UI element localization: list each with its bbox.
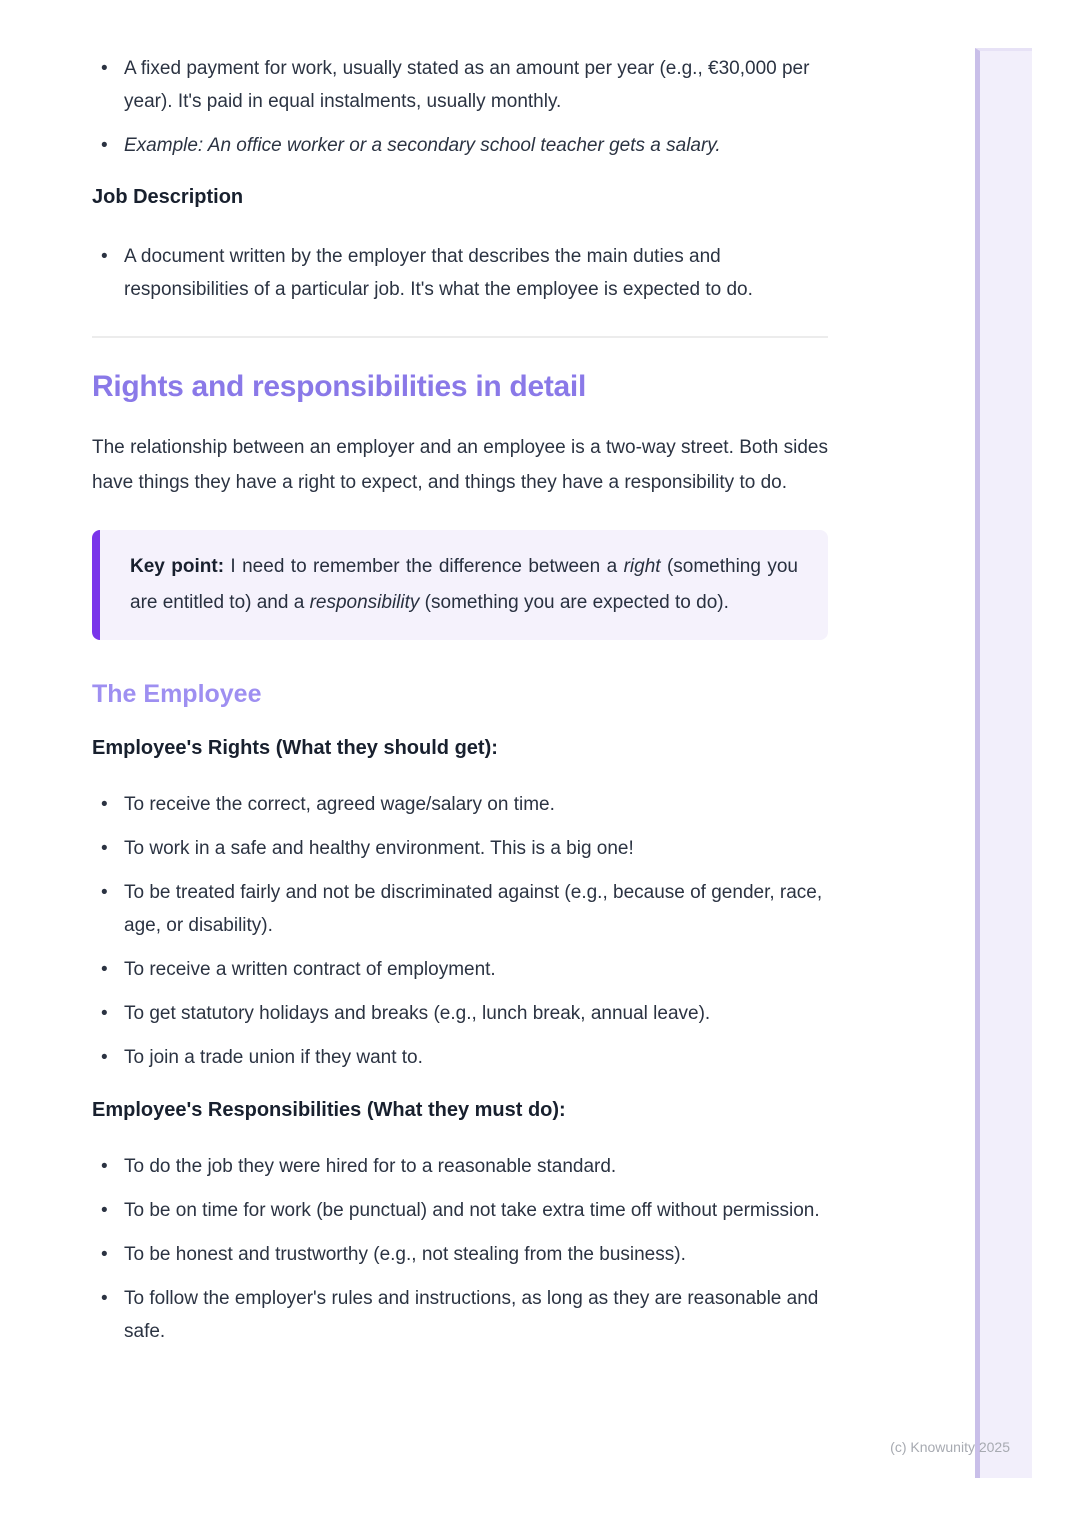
list-item-text: To follow the employer's rules and instructions, as long as they are reasonable and safe. [124, 1288, 819, 1342]
employee-section-title: The Employee [92, 680, 262, 708]
list-item [92, 240, 828, 306]
job-description-heading: Job Description [92, 186, 244, 208]
bullet-marker: • [101, 838, 108, 859]
employee-responsibilities-heading: Employee's Responsibilities (What they must do): [92, 1099, 566, 1121]
list-item-text: To be honest and trustworthy (e.g., not stealing from the business). [124, 1244, 686, 1265]
employee-rights-list [92, 788, 828, 1074]
bullet-marker: • [101, 794, 108, 815]
list-item [92, 876, 828, 942]
bullet-marker: • [101, 135, 108, 156]
list-item [92, 788, 828, 821]
list-item-text: A document written by the employer that describes the main duties and responsibilities of a particular job. It's what the employee is expected to do. [124, 246, 753, 300]
list-item-text: To be on time for work (be punctual) and not take extra time off without permission. [124, 1200, 820, 1221]
bullet-marker: • [101, 58, 108, 79]
employee-responsibilities-list [92, 1150, 828, 1348]
bullet-marker: • [101, 1003, 108, 1024]
bullet-marker: • [101, 959, 108, 980]
keypoint-callout [92, 530, 828, 640]
section-title: Rights and responsibilities in detail [92, 370, 586, 403]
list-item [92, 52, 828, 118]
list-item [92, 1150, 828, 1183]
keypoint-run: (something you are entitled to) and a [130, 556, 798, 613]
employee-rights-heading: Employee's Rights (What they should get): [92, 737, 498, 759]
job-description-bullet-list [92, 240, 828, 306]
keypoint-run: I need to remember the difference between a [224, 556, 624, 577]
bullet-marker: • [101, 1288, 108, 1309]
bullet-marker: • [101, 1244, 108, 1265]
list-item-text: Example: An office worker or a secondary school teacher gets a salary. [124, 135, 721, 156]
list-item [92, 1194, 828, 1227]
list-item-text: To join a trade union if they want to. [124, 1047, 423, 1068]
list-item [92, 953, 828, 986]
list-item-text: To do the job they were hired for to a reasonable standard. [124, 1156, 617, 1177]
list-item [92, 129, 828, 162]
section-divider [92, 336, 828, 338]
keypoint-text [130, 549, 798, 621]
list-item-text: A fixed payment for work, usually stated as an amount per year (e.g., €30,000 per year). It's paid in equal instalments, usually monthly. [124, 58, 810, 112]
keypoint-italic-word: responsibility [309, 592, 420, 613]
list-item-text: To get statutory holidays and breaks (e.g., lunch break, annual leave). [124, 1003, 711, 1024]
bullet-marker: • [101, 1200, 108, 1221]
list-item [92, 997, 828, 1030]
list-item-text: To receive the correct, agreed wage/salary on time. [124, 794, 555, 815]
intro-paragraph: The relationship between an employer and an employee is a two-way street. Both sides have things they have a right to expect, and things they have a responsibility to do. [92, 437, 828, 493]
list-item-text: To work in a safe and healthy environment. This is a big one! [124, 838, 634, 859]
salary-bullet-list [92, 52, 828, 162]
keypoint-label: Key point: [130, 556, 225, 577]
bullet-marker: • [101, 882, 108, 903]
list-item-text: To be treated fairly and not be discriminated against (e.g., because of gender, race, age, or disability). [124, 882, 823, 936]
list-item-text: To receive a written contract of employment. [124, 959, 496, 980]
side-ribbon [975, 48, 1032, 1478]
list-item [92, 1041, 828, 1074]
list-item [92, 832, 828, 865]
list-item [92, 1282, 828, 1348]
keypoint-italic-word: right [623, 556, 661, 577]
bullet-marker: • [101, 1047, 108, 1068]
keypoint-run: (something you are expected to do). [419, 592, 729, 613]
bullet-marker: • [101, 246, 108, 267]
list-item [92, 1238, 828, 1271]
copyright-footer: (c) Knowunity 2025 [890, 1439, 1010, 1455]
bullet-marker: • [101, 1156, 108, 1177]
